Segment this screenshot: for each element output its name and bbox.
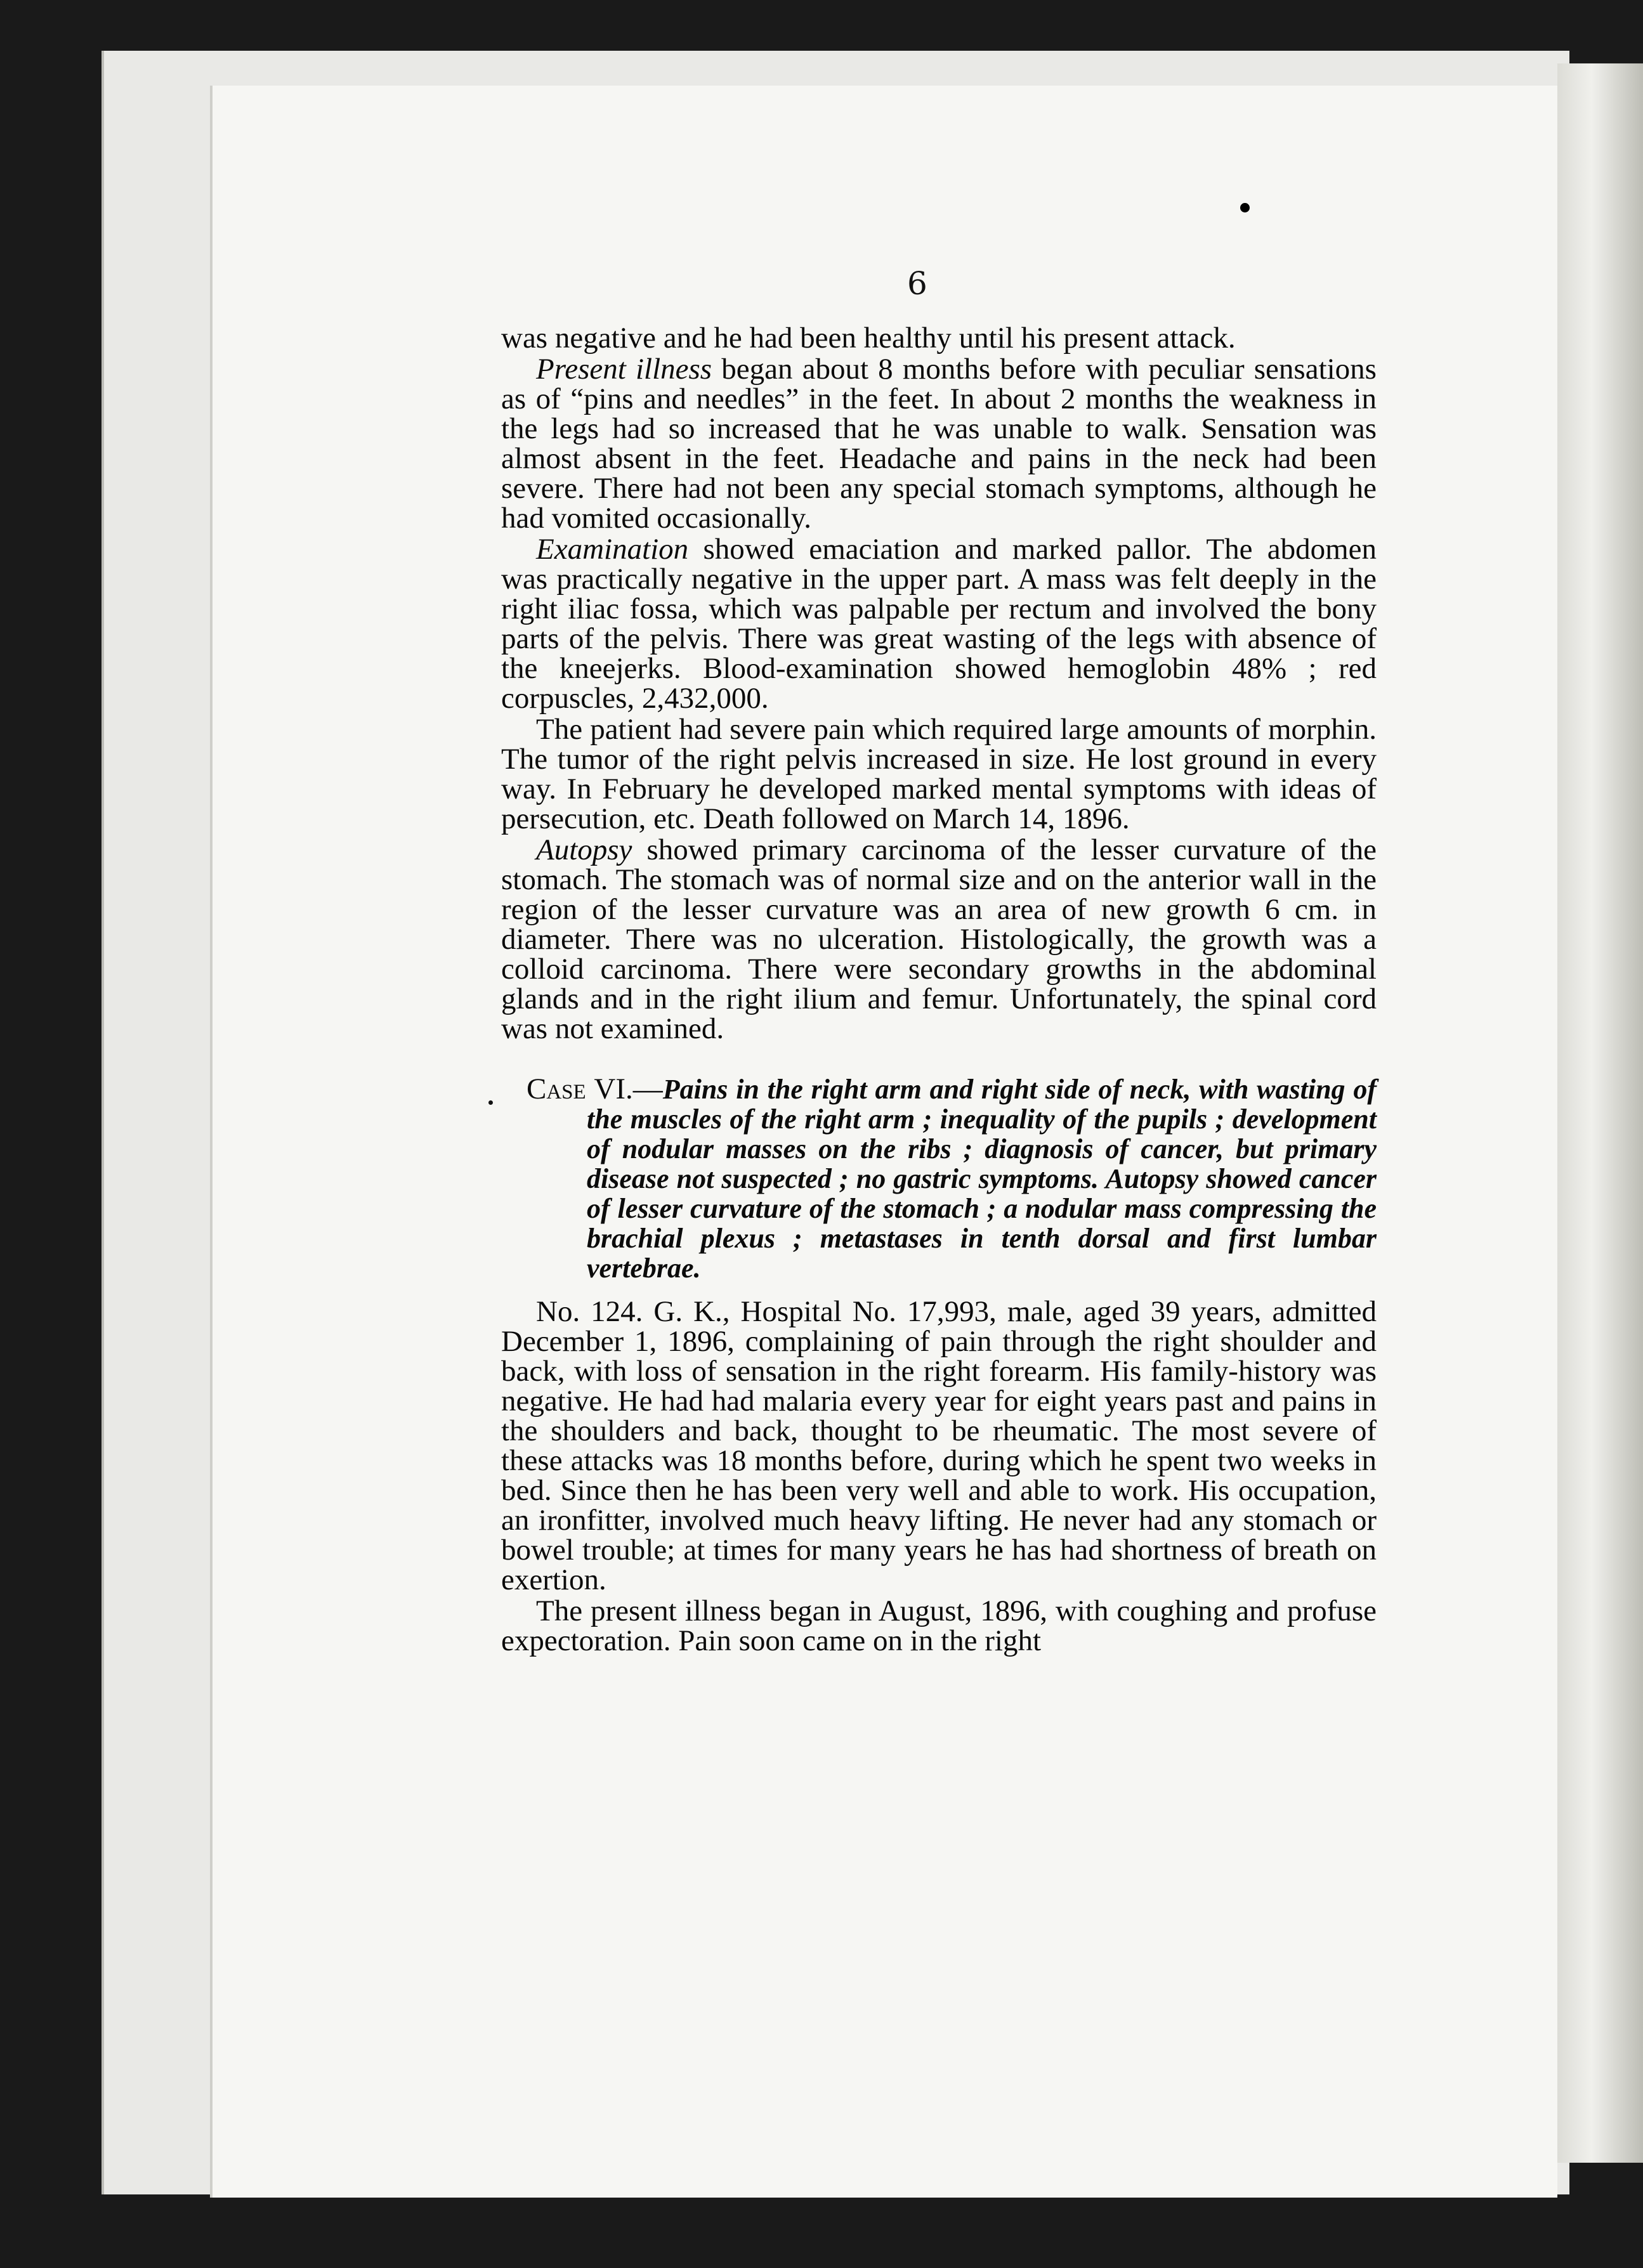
page-number: 6 xyxy=(907,265,927,302)
paragraph-lead: Examination xyxy=(536,533,689,566)
paragraph xyxy=(501,715,1377,834)
margin-mark xyxy=(488,1100,493,1105)
paragraph-text: The present illness began in August, 1896, with coughing and profuse expectoration. Pain soon came on in the right xyxy=(501,1594,1377,1657)
case-label: Case VI.— xyxy=(527,1072,663,1105)
paragraph-text: showed primary carcinoma of the lesser curvature of the stomach. The stomach was of normal size and on the anterior wall in the region of the lesser curvature was an area of new growth 6 cm. in diameter. There was no ulceration. Histologically, the growth was a colloid carcinoma. There were secondary growths in the abdominal glands and in the right ilium and femur. Unfortunately, the spinal cord was not examined. xyxy=(501,833,1377,1045)
case-heading xyxy=(527,1074,1377,1283)
body-text xyxy=(501,323,1377,1657)
book-edge xyxy=(1557,63,1643,2163)
ink-spot xyxy=(1240,203,1250,212)
paragraph xyxy=(501,355,1377,533)
paragraph-text: began about 8 months before with peculiar sensations as of “pins and needles” in the feet. In about 2 months the weakness in the legs had so increased that he was unable to walk. Sensation was almost absent in the feet. Headache and pains in the neck had been severe. There had not been any special stomach symptoms, although he had vomited occasionally. xyxy=(501,353,1377,535)
paragraph xyxy=(501,323,1377,353)
paragraph-lead: Autopsy xyxy=(536,833,632,866)
paragraph xyxy=(501,1596,1377,1656)
paragraph-text: No. 124. G. K., Hospital No. 17,993, male, aged 39 years, admitted December 1, 1896, complaining of pain through the right shoulder and back, with loss of sensation in the right forearm. His family-history was negative. He had had malaria every year for eight years past and pains in the shoulders and back, thought to be rheumatic. The most severe of these attacks was 18 months before, during which he spent two weeks in bed. Since then he has been very well and able to work. His occupation, an ironfitter, involved much heavy lifting. He never had any stomach or bowel trouble; at times for many years he has had shortness of breath on exertion. xyxy=(501,1295,1377,1596)
paragraph-lead: Present illness xyxy=(536,353,712,386)
case-summary: Pains in the right arm and right side of neck, with wasting of the muscles of the right arm ; inequality of the pupils ; development of nodular masses on the ribs ; diagnosis of cancer, but primary disease not suspected ; no gastric symptoms. Autopsy showed cancer of lesser curvature of the stomach ; a nodular mass compressing the brachial plexus ; metastases in tenth dorsal and first lumbar vertebrae. xyxy=(587,1074,1377,1284)
paragraph xyxy=(501,1297,1377,1595)
paragraph xyxy=(501,535,1377,714)
paragraph xyxy=(501,835,1377,1044)
paragraph-text: The patient had severe pain which required large amounts of morphin. The tumor of the right pelvis increased in size. He lost ground in every way. In February he developed marked mental symptoms with ideas of persecution, etc. Death followed on March 14, 1896. xyxy=(501,713,1377,835)
paragraph-text: showed emaciation and marked pallor. The abdomen was practically negative in the upper part. A mass was felt deeply in the right iliac fossa, which was palpable per rectum and involved the bony parts of the pelvis. There was great wasting of the legs with absence of the kneejerks. Blood-examination showed hemoglobin 48% ; red corpuscles, 2,432,000. xyxy=(501,533,1377,715)
paragraph-text: was negative and he had been healthy until his present attack. xyxy=(501,322,1236,355)
